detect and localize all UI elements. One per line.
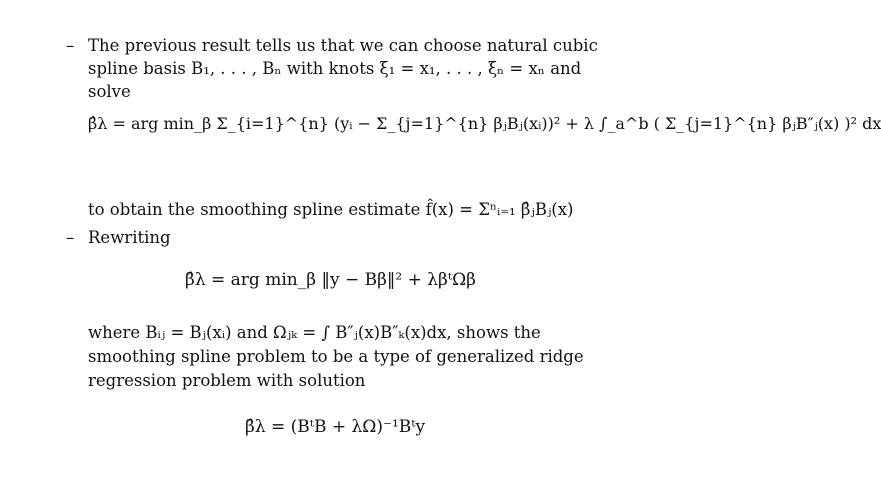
where-line-3: regression problem with solution <box>88 371 366 390</box>
bullet-dash: – <box>66 36 75 55</box>
smoothing-estimate-text: to obtain the smoothing spline estimate f̂(x) = Σⁿᵢ₌₁ β̂ⱼBⱼ(x) <box>88 200 574 219</box>
bullet-1-line-1: The previous result tells us that we can choose natural cubic <box>88 36 598 55</box>
where-line-2: smoothing spline problem to be a type of generalized ridge <box>88 347 584 366</box>
bullet-dash: – <box>66 228 75 247</box>
where-line-1: where Bᵢⱼ = Bⱼ(xᵢ) and Ωⱼₖ = ∫ B″ⱼ(x)B″ₖ(x)dx, shows the <box>88 323 541 342</box>
bullet-1-line-3: solve <box>88 82 131 101</box>
equation-rewriting: β̂λ = arg min_β ‖y − Bβ‖² + λβᵗΩβ <box>185 270 477 290</box>
equation-solution: β̂λ = (BᵗB + λΩ)⁻¹Bᵗy <box>245 417 426 437</box>
bullet-1-line-2: spline basis B₁, . . . , Bₙ with knots ξ₁ = x₁, . . . , ξₙ = xₙ and <box>88 59 582 78</box>
bullet-2-line-1: Rewriting <box>88 228 171 247</box>
equation-smoothing-spline: β̂λ = arg min_β Σ_{i=1}^{n} (yᵢ − Σ_{j=1}^{n} βⱼBⱼ(xᵢ))² + λ ∫_a^b ( Σ_{j=1}^{n} βⱼB″ⱼ(x) )² dx <box>88 114 881 133</box>
